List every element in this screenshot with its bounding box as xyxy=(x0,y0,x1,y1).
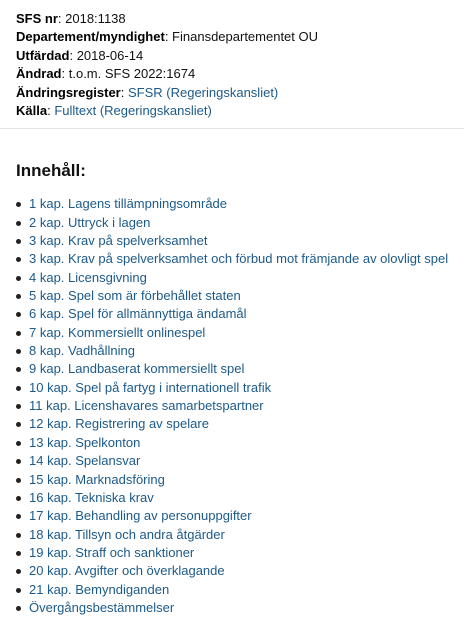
toc-item xyxy=(16,195,464,213)
toc-item xyxy=(16,214,464,232)
bullet-icon xyxy=(16,569,21,574)
toc-item xyxy=(16,526,464,544)
metadata-block xyxy=(0,0,464,120)
toc-link[interactable]: 7 kap. Kommersiellt onlinespel xyxy=(29,324,206,340)
kalla-separator: : xyxy=(47,102,55,118)
bullet-icon xyxy=(16,312,21,317)
andrad-row xyxy=(16,65,464,83)
bullet-icon xyxy=(16,239,21,244)
toc-item xyxy=(16,379,464,397)
toc-item xyxy=(16,471,464,489)
bullet-icon xyxy=(16,441,21,446)
toc-link[interactable]: 3 kap. Krav på spelverksamhet xyxy=(29,233,208,249)
toc-item xyxy=(16,269,464,287)
toc-item xyxy=(16,415,464,433)
bullet-icon xyxy=(16,459,21,464)
sfs-nr-label: SFS nr xyxy=(16,11,58,26)
toc-link[interactable]: 17 kap. Behandling av personuppgifter xyxy=(29,508,252,524)
departement-separator: : xyxy=(164,29,173,45)
bullet-icon xyxy=(16,257,21,262)
toc-link[interactable]: 4 kap. Licensgivning xyxy=(29,269,147,285)
fulltext-link[interactable]: Fulltext (Regeringskansliet) xyxy=(54,102,212,118)
toc-item xyxy=(16,232,464,250)
andringsregister-label: Ändringsregister xyxy=(16,84,121,100)
toc-link[interactable]: 20 kap. Avgifter och överklagande xyxy=(29,563,225,579)
toc-item xyxy=(16,599,464,617)
utfardad-separator: : xyxy=(69,47,77,63)
toc-item xyxy=(16,287,464,305)
bullet-icon xyxy=(16,367,21,372)
toc-link[interactable]: 15 kap. Marknadsföring xyxy=(29,471,165,487)
bullet-icon xyxy=(16,551,21,556)
toc-link[interactable]: 6 kap. Spel för allmännyttiga ändamål xyxy=(29,306,247,322)
toc-link[interactable]: Övergångsbestämmelser xyxy=(29,599,175,615)
toc-item xyxy=(16,507,464,525)
toc-link[interactable]: 13 kap. Spelkonton xyxy=(29,434,141,450)
toc-item xyxy=(16,434,464,452)
toc-link[interactable]: 21 kap. Bemyndiganden xyxy=(29,581,170,597)
toc-link[interactable]: 16 kap. Tekniska krav xyxy=(29,489,154,505)
bullet-icon xyxy=(16,478,21,483)
toc-link[interactable]: 11 kap. Licenshavares samarbetspartner xyxy=(29,398,264,414)
toc-item xyxy=(16,397,464,415)
bullet-icon xyxy=(16,606,21,611)
toc-link[interactable]: 3 kap. Krav på spelverksamhet och förbud mot främjande av olovligt spel xyxy=(29,251,449,267)
sfs-nr-value: 2018:1138 xyxy=(65,11,126,26)
utfardad-row xyxy=(16,47,464,65)
departement-row xyxy=(16,28,464,46)
kalla-row xyxy=(16,102,464,120)
bullet-icon xyxy=(16,276,21,281)
toc-item xyxy=(16,360,464,378)
departement-value: Finansdepartementet OU xyxy=(172,29,319,45)
bullet-icon xyxy=(16,588,21,593)
sfs-nr-separator: : xyxy=(57,11,66,26)
toc-list xyxy=(0,195,464,617)
toc-item xyxy=(16,452,464,470)
bullet-icon xyxy=(16,496,21,501)
toc-link[interactable]: 2 kap. Uttryck i lagen xyxy=(29,214,151,230)
toc-item xyxy=(16,489,464,507)
departement-label: Departement/myndighet xyxy=(16,29,165,45)
bullet-icon xyxy=(16,349,21,354)
toc-title: Innehåll: xyxy=(16,161,86,181)
bullet-icon xyxy=(16,422,21,427)
bullet-icon xyxy=(16,221,21,226)
toc-item xyxy=(16,544,464,562)
toc-item xyxy=(16,562,464,580)
toc-item xyxy=(16,324,464,342)
andrad-separator: : xyxy=(61,66,69,82)
bullet-icon xyxy=(16,331,21,336)
kalla-label: Källa xyxy=(16,102,48,118)
utfardad-value: 2018-06-14 xyxy=(76,47,144,63)
andrad-value: t.o.m. SFS 2022:1674 xyxy=(68,66,196,82)
toc-link[interactable]: 19 kap. Straff och sanktioner xyxy=(29,544,195,560)
bullet-icon xyxy=(16,404,21,409)
andringsregister-row xyxy=(16,84,464,102)
andringsregister-separator: : xyxy=(120,84,128,100)
bullet-icon xyxy=(16,294,21,299)
bullet-icon xyxy=(16,386,21,391)
toc-link[interactable]: 12 kap. Registrering av spelare xyxy=(29,416,209,432)
bullet-icon xyxy=(16,533,21,538)
toc-link[interactable]: 5 kap. Spel som är förbehållet staten xyxy=(29,288,241,304)
toc-item xyxy=(16,305,464,323)
toc-link[interactable]: 1 kap. Lagens tillämpningsområde xyxy=(29,196,228,212)
bullet-icon xyxy=(16,514,21,519)
sfsr-link[interactable]: SFSR (Regeringskansliet) xyxy=(127,84,279,100)
bullet-icon xyxy=(16,202,21,207)
toc-link[interactable]: 8 kap. Vadhållning xyxy=(29,343,136,359)
sfs-nr-row xyxy=(16,10,464,28)
toc-link[interactable]: 18 kap. Tillsyn och andra åtgärder xyxy=(29,526,225,542)
divider xyxy=(0,128,464,129)
toc-item xyxy=(16,250,464,268)
toc-link[interactable]: 10 kap. Spel på fartyg i internationell trafik xyxy=(29,379,272,395)
toc-item xyxy=(16,581,464,599)
toc-link[interactable]: 9 kap. Landbaserat kommersiellt spel xyxy=(29,361,245,377)
toc-link[interactable]: 14 kap. Spelansvar xyxy=(29,453,141,469)
toc-item xyxy=(16,342,464,360)
andrad-label: Ändrad xyxy=(16,66,62,82)
utfardad-label: Utfärdad xyxy=(16,47,70,63)
